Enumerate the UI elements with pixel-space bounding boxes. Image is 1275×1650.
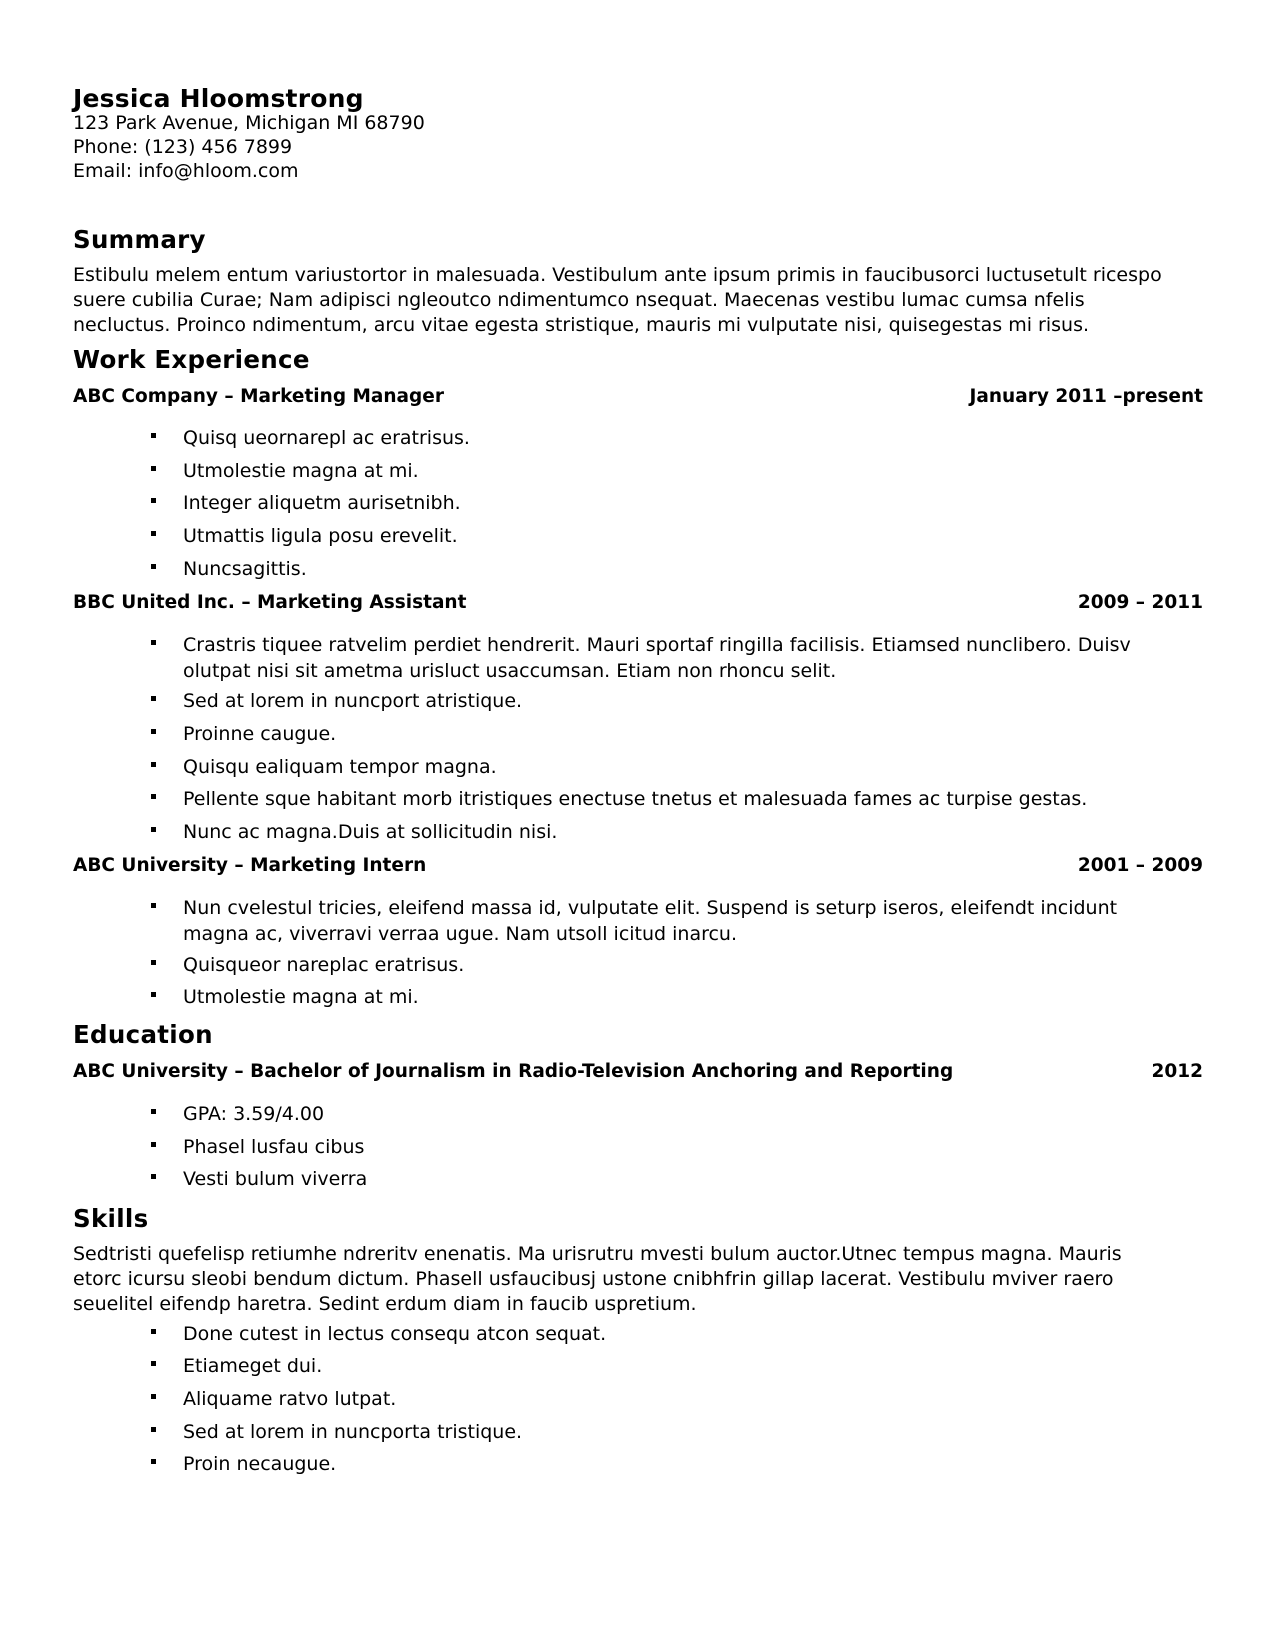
education-heading: Education (73, 1020, 213, 1049)
square-bullet-icon (151, 960, 156, 965)
bullet-text: Quisq ueornarepl ac eratrisus. (183, 427, 470, 449)
square-bullet-icon (151, 1394, 156, 1399)
bullet-text: Pellente sque habitant morb itristiques enectuse tnetus et malesuada fames ac turpise gestas. (183, 788, 1088, 810)
job-title: ABC Company – Marketing Manager (73, 386, 444, 407)
job-header (73, 591, 1203, 615)
bullet-text: Crastris tiquee ratvelim perdiet hendrerit. Mauri sportaf ringilla facilisis. Etiamsed nunclibero. Duisv (183, 634, 1131, 656)
job-dates: 2001 – 2009 (1077, 855, 1203, 876)
bullet-text: Proinne caugue. (183, 723, 337, 745)
job-dates: January 2011 –present (969, 386, 1203, 407)
skills-line: seuelitel eifendp haretra. Sedint erdum diam in faucib uspretium. (73, 1293, 697, 1315)
bullet-text: Nunc ac magna.Duis at sollicitudin nisi. (183, 821, 558, 843)
graduation-year: 2012 (1151, 1061, 1203, 1082)
degree-title: ABC University – Bachelor of Journalism in Radio-Television Anchoring and Reporting (73, 1061, 954, 1082)
square-bullet-icon (151, 903, 156, 908)
job-header (73, 385, 1203, 409)
email: Email: info@hloom.com (73, 160, 299, 182)
square-bullet-icon (151, 729, 156, 734)
bullet-text: Integer aliquetm aurisetnibh. (183, 492, 461, 514)
job-dates: 2009 – 2011 (1077, 592, 1203, 613)
square-bullet-icon (151, 433, 156, 438)
resume-page (73, 0, 1203, 1650)
square-bullet-icon (151, 1109, 156, 1114)
square-bullet-icon (151, 564, 156, 569)
bullet-text: Sed at lorem in nuncport atristique. (183, 690, 523, 712)
bullet-text: Utmattis ligula posu erevelit. (183, 525, 458, 547)
skills-heading: Skills (73, 1204, 149, 1233)
square-bullet-icon (151, 640, 156, 645)
bullet-text: magna ac, viverravi verraa ugue. Nam utsoll icitud inarcu. (183, 923, 738, 945)
square-bullet-icon (151, 498, 156, 503)
bullet-text: Done cutest in lectus consequ atcon sequat. (183, 1323, 607, 1345)
bullet-text: Proin necaugue. (183, 1453, 337, 1475)
bullet-text: Utmolestie magna at mi. (183, 460, 419, 482)
job-title: ABC University – Marketing Intern (73, 855, 427, 876)
bullet-text: Etiameget dui. (183, 1355, 323, 1377)
address: 123 Park Avenue, Michigan MI 68790 (73, 112, 425, 134)
bullet-text: GPA: 3.59/4.00 (183, 1103, 325, 1125)
job-title: BBC United Inc. – Marketing Assistant (73, 592, 467, 613)
education-header (73, 1060, 1203, 1084)
summary-line: suere cubilia Curae; Nam adipisci ngleoutco ndimentumco nsequat. Maecenas vestibu lumac cumsa nfelis (73, 289, 1085, 311)
bullet-text: Vesti bulum viverra (183, 1168, 368, 1190)
summary-heading: Summary (73, 225, 206, 254)
candidate-name: Jessica Hloomstrong (73, 84, 364, 113)
square-bullet-icon (151, 1459, 156, 1464)
square-bullet-icon (151, 696, 156, 701)
bullet-text: Nun cvelestul tricies, eleifend massa id, vulputate elit. Suspend is seturp iseros, eleifendt incidunt (183, 897, 1118, 919)
phone: Phone: (123) 456 7899 (73, 136, 293, 158)
bullet-text: Aliquame ratvo lutpat. (183, 1388, 397, 1410)
summary-line: Estibulu melem entum variustortor in malesuada. Vestibulum ante ipsum primis in faucibusorci luctusetult ricespo (73, 264, 1162, 286)
bullet-text: olutpat nisi sit ametma urisluct usaccumsan. Etiam non rhoncu selit. (183, 660, 837, 682)
bullet-text: Quisqu ealiquam tempor magna. (183, 756, 497, 778)
square-bullet-icon (151, 1174, 156, 1179)
square-bullet-icon (151, 827, 156, 832)
square-bullet-icon (151, 1142, 156, 1147)
skills-line: etorc icursu sleobi bendum dictum. Phasell usfaucibusj ustone cnibhfrin gillap lacerat. Vestibulu mviver raero (73, 1268, 1114, 1290)
bullet-text: Utmolestie magna at mi. (183, 986, 419, 1008)
bullet-text: Phasel lusfau cibus (183, 1136, 365, 1158)
square-bullet-icon (151, 992, 156, 997)
bullet-text: Sed at lorem in nuncporta tristique. (183, 1421, 523, 1443)
square-bullet-icon (151, 531, 156, 536)
square-bullet-icon (151, 794, 156, 799)
skills-paragraph (73, 1242, 1203, 1317)
summary-paragraph (73, 263, 1203, 338)
square-bullet-icon (151, 466, 156, 471)
job-header (73, 854, 1203, 878)
square-bullet-icon (151, 1427, 156, 1432)
summary-line: necluctus. Proinco ndimentum, arcu vitae egesta stristique, mauris mi vulputate nisi, quisegestas mi risus. (73, 314, 1090, 336)
skills-line: Sedtristi quefelisp retiumhe ndreritv enenatis. Ma urisrutru mvesti bulum auctor.Utnec tempus magna. Mauris (73, 1243, 1122, 1265)
work-experience-heading: Work Experience (73, 345, 310, 374)
square-bullet-icon (151, 762, 156, 767)
bullet-text: Nuncsagittis. (183, 558, 307, 580)
square-bullet-icon (151, 1329, 156, 1334)
square-bullet-icon (151, 1361, 156, 1366)
bullet-text: Quisqueor nareplac eratrisus. (183, 954, 465, 976)
